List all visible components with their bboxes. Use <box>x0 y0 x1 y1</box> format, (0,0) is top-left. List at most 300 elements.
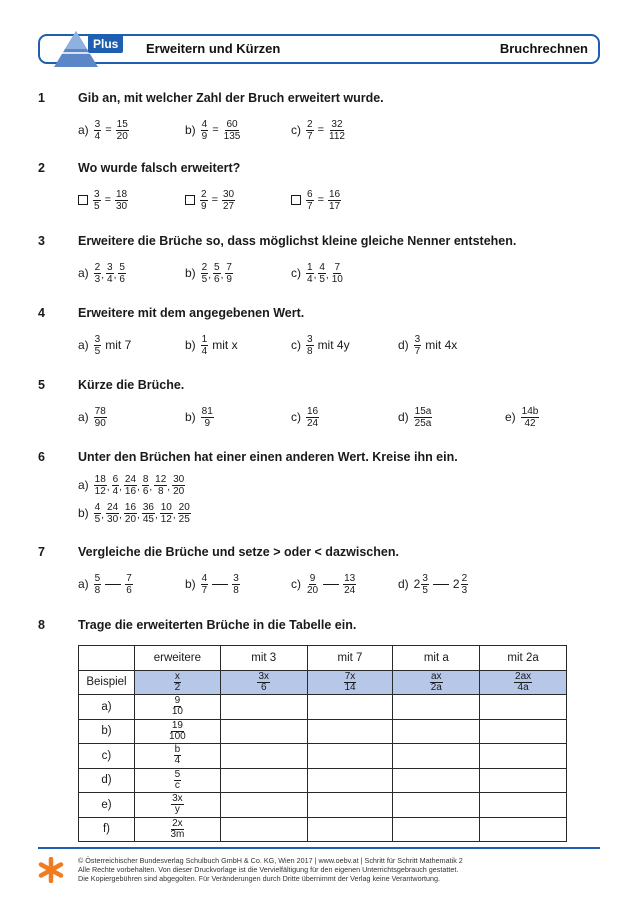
comma: , <box>106 482 110 493</box>
fraction <box>201 261 212 285</box>
task-2-item[interactable] <box>185 186 235 214</box>
denominator: 16 <box>124 485 137 497</box>
numerator: 3x <box>258 670 269 682</box>
equals-sign: = <box>104 194 111 206</box>
denominator: 45 <box>142 513 154 525</box>
task-question: Trage die erweiterten Brüche in die Tabelle ein. <box>78 618 357 632</box>
fraction <box>118 262 126 285</box>
task-question: Erweitere mit dem angegebenen Wert. <box>78 306 305 320</box>
table-body <box>79 695 567 842</box>
task-number: 8 <box>38 618 45 632</box>
task-question: Vergleiche die Brüche und setze > oder < dazwischen. <box>78 545 399 559</box>
item-label: b) <box>78 506 89 520</box>
comma: , <box>325 270 329 281</box>
item-label: b) <box>185 577 196 591</box>
fraction <box>223 119 242 142</box>
task-2-item[interactable] <box>78 186 128 214</box>
fraction <box>201 573 209 596</box>
example-cell <box>393 670 480 695</box>
answer-cell[interactable] <box>480 744 567 769</box>
denominator: 90 <box>94 417 106 429</box>
fraction <box>461 573 469 596</box>
fraction <box>328 119 346 142</box>
task-number: 6 <box>38 450 45 464</box>
item-label: b) <box>185 123 196 137</box>
task-3-item <box>185 259 233 287</box>
footer-line: Alle Rechte vorbehalten. Von dieser Druckvorlage ist die Vervielfältigung für den eigenen Unterrichtsgebrauch gestattet. <box>78 865 459 874</box>
comma: , <box>137 482 140 493</box>
fraction <box>328 189 341 212</box>
fraction <box>343 573 356 596</box>
numerator: 60 <box>226 118 238 130</box>
task-number: 2 <box>38 161 45 175</box>
denominator: 5 <box>94 513 101 525</box>
table-header-cell <box>79 646 135 671</box>
fraction <box>174 770 182 791</box>
fraction <box>93 189 101 212</box>
answer-cell[interactable] <box>307 744 393 769</box>
answer-cell[interactable] <box>220 817 307 842</box>
item-text: mit 7 <box>105 338 132 352</box>
answer-cell[interactable] <box>220 695 307 720</box>
row-fraction-cell <box>134 817 220 842</box>
answer-blank[interactable] <box>212 584 228 585</box>
numerator: 24 <box>124 473 137 485</box>
numerator: 9 <box>309 572 316 584</box>
denominator: 20 <box>124 513 137 525</box>
comma: , <box>101 270 105 281</box>
fraction <box>124 474 137 497</box>
row-fraction-cell <box>134 793 220 818</box>
row-fraction-cell <box>134 744 220 769</box>
fraction <box>306 406 319 429</box>
numerator: 10 <box>160 501 172 513</box>
row-label: d) <box>79 768 135 793</box>
task-6-item[interactable] <box>78 499 191 527</box>
denominator: 17 <box>329 200 341 212</box>
fraction <box>115 189 128 212</box>
denominator: 6 <box>260 681 267 693</box>
fraction <box>124 502 137 525</box>
item-label: c) <box>291 410 301 424</box>
table-header-cell: mit a <box>393 646 480 671</box>
denominator: 24 <box>344 584 356 596</box>
equals-sign: = <box>317 124 324 136</box>
task-question: Gib an, mit welcher Zahl der Bruch erweitert wurde. <box>78 91 384 105</box>
denominator: 24 <box>307 417 319 429</box>
numerator: 12 <box>155 473 167 485</box>
task-number: 5 <box>38 378 45 392</box>
comma: , <box>208 270 212 281</box>
numerator: 5 <box>214 261 220 273</box>
fraction <box>94 261 105 285</box>
answer-cell[interactable] <box>307 719 393 744</box>
denominator: 25a <box>414 417 432 429</box>
fraction <box>232 573 240 596</box>
task-4-item <box>78 331 131 359</box>
item-label: a) <box>78 266 89 280</box>
denominator: 8 <box>157 485 164 497</box>
asterisk-logo-icon <box>38 857 64 883</box>
numerator: 7x <box>344 670 356 682</box>
page-topic: Bruchrechnen <box>499 41 588 56</box>
task-3-item <box>291 259 344 287</box>
task-5-item <box>78 403 107 431</box>
answer-blank[interactable] <box>433 584 449 585</box>
task-7-item[interactable] <box>291 570 356 598</box>
fraction <box>201 119 209 142</box>
table-header-cell: mit 7 <box>307 646 393 671</box>
fraction <box>94 573 102 596</box>
denominator: 7 <box>201 584 208 596</box>
task-7-item[interactable] <box>398 570 468 598</box>
item-label: b) <box>185 266 196 280</box>
denominator: 2 <box>174 681 181 693</box>
fraction <box>331 262 344 285</box>
comma: , <box>113 270 117 281</box>
task-1-item <box>78 116 129 144</box>
numerator: 4 <box>94 501 101 513</box>
comma: , <box>149 482 153 493</box>
denominator: 20 <box>116 130 128 142</box>
numerator: 4 <box>319 261 325 273</box>
comma: , <box>167 482 171 493</box>
numerator: 3 <box>414 333 421 345</box>
denominator: 7 <box>414 345 421 357</box>
task-5-item <box>398 403 432 431</box>
denominator: 4 <box>174 755 181 767</box>
denominator: 4 <box>107 273 113 285</box>
item-label: a) <box>78 338 89 352</box>
row-label: e) <box>79 793 135 818</box>
item-text: mit 4x <box>425 338 458 352</box>
task-4-item <box>398 331 457 359</box>
numerator: 24 <box>107 501 119 513</box>
item-label: c) <box>291 577 301 591</box>
denominator: 4 <box>201 345 208 357</box>
logo-text: Plus <box>88 35 123 53</box>
row-label: a) <box>79 695 135 720</box>
denominator: 7 <box>307 200 313 212</box>
numerator: 3x <box>172 793 183 805</box>
task-5-item <box>185 403 214 431</box>
numerator: 2 <box>461 572 468 584</box>
numerator: 9 <box>174 695 181 707</box>
task-1-item <box>185 116 241 144</box>
item-label: d) <box>398 577 409 591</box>
equals-sign: = <box>212 124 219 136</box>
denominator: 8 <box>307 345 313 357</box>
numerator: 1 <box>307 261 313 273</box>
denominator: 30 <box>116 200 128 212</box>
comma: , <box>119 482 122 493</box>
answer-cell[interactable] <box>393 719 480 744</box>
comma: , <box>172 510 176 521</box>
denominator: 12 <box>94 485 106 497</box>
fraction <box>213 262 221 285</box>
answer-cell[interactable] <box>307 695 393 720</box>
denominator: 42 <box>524 417 536 429</box>
fraction <box>94 501 105 525</box>
footer-line: © Österreichischer Bundesverlag Schulbuch GmbH & Co. KG, Wien 2017 | www.oebv.at | Schritt für Schritt Mathematik 2 <box>78 856 463 865</box>
fraction <box>160 502 173 525</box>
item-text: mit 4y <box>317 338 350 352</box>
numerator: 20 <box>178 501 190 513</box>
numerator: 2 <box>307 118 313 130</box>
fraction <box>94 334 102 357</box>
fraction <box>306 119 314 142</box>
numerator: 7 <box>126 572 132 584</box>
numerator: 5 <box>119 261 125 273</box>
numerator: 3 <box>107 261 113 273</box>
comma: , <box>119 510 122 521</box>
denominator: 7 <box>307 130 313 142</box>
denominator: 9 <box>204 417 211 429</box>
numerator: 6 <box>307 188 313 200</box>
fraction <box>154 474 167 497</box>
denominator: 5 <box>94 345 101 357</box>
denominator: 20 <box>307 584 319 596</box>
row-fraction-cell <box>134 768 220 793</box>
fraction <box>306 262 314 285</box>
denominator: 9 <box>201 130 208 142</box>
item-label: d) <box>398 410 409 424</box>
denominator: 3 <box>94 273 101 285</box>
denominator: 5 <box>422 584 428 596</box>
checkbox[interactable] <box>291 195 301 205</box>
item-label: a) <box>78 577 89 591</box>
answer-cell[interactable] <box>307 793 393 818</box>
page-title: Erweitern und Kürzen <box>146 41 281 56</box>
denominator: 100 <box>169 730 186 742</box>
numerator: 2 <box>201 188 207 200</box>
task-2-item[interactable] <box>291 186 341 214</box>
fraction <box>171 794 184 815</box>
numerator: 1 <box>201 333 208 345</box>
whole-number: 2 <box>452 577 460 591</box>
denominator: 112 <box>329 130 345 142</box>
fraction <box>169 819 185 840</box>
answer-cell[interactable] <box>220 768 307 793</box>
fraction <box>306 189 314 212</box>
task-4-item <box>185 331 238 359</box>
equals-sign: = <box>317 194 324 206</box>
numerator: b <box>174 744 181 756</box>
table-header-row <box>79 646 567 671</box>
answer-cell[interactable] <box>220 793 307 818</box>
denominator: 4 <box>94 130 101 142</box>
numerator: 6 <box>112 473 119 485</box>
answer-cell[interactable] <box>220 719 307 744</box>
whole-number: 2 <box>413 577 421 591</box>
fraction <box>421 573 429 596</box>
numerator: 30 <box>223 188 235 200</box>
numerator: 8 <box>142 473 149 485</box>
denominator: 10 <box>331 273 343 285</box>
numerator: 16 <box>307 405 319 417</box>
fraction <box>142 473 153 497</box>
numerator: 2 <box>94 261 101 273</box>
logo <box>18 29 130 69</box>
numerator: x <box>174 670 180 682</box>
numerator: 3 <box>233 572 239 584</box>
equals-sign: = <box>105 124 112 136</box>
task-question: Wo wurde falsch erweitert? <box>78 161 241 175</box>
denominator: 8 <box>94 584 101 596</box>
task-number: 7 <box>38 545 45 559</box>
answer-cell[interactable] <box>307 768 393 793</box>
answer-cell[interactable] <box>393 768 480 793</box>
numerator: 2 <box>201 261 208 273</box>
comma: , <box>313 270 317 281</box>
table-row <box>79 793 567 818</box>
example-cell <box>134 670 220 695</box>
fraction <box>318 262 326 285</box>
footer-line: Die Kopiergebühren sind abgegolten. Für Veränderungen durch Dritte übernimmt der Verlag keine Verantwortung. <box>78 874 440 883</box>
fraction <box>257 672 270 693</box>
numerator: 15 <box>116 118 128 130</box>
numerator: 5 <box>174 768 181 780</box>
denominator: 27 <box>223 200 235 212</box>
item-label: a) <box>78 123 89 137</box>
denominator: 6 <box>142 485 149 497</box>
fraction <box>94 474 107 497</box>
fraction <box>171 696 184 717</box>
task-7-item[interactable] <box>185 570 240 598</box>
denominator: 3 <box>461 584 468 596</box>
fraction <box>94 119 102 142</box>
denominator: 9 <box>201 200 207 212</box>
fraction <box>414 406 433 429</box>
fraction <box>343 672 356 693</box>
answer-cell[interactable] <box>220 744 307 769</box>
fraction <box>168 721 187 742</box>
denominator: y <box>174 804 180 816</box>
task-6-item[interactable] <box>78 471 185 499</box>
task-question: Erweitere die Brüche so, dass möglichst kleine gleiche Nenner entstehen. <box>78 234 517 248</box>
row-fraction-cell <box>134 695 220 720</box>
numerator: 7 <box>334 261 341 273</box>
checkbox[interactable] <box>185 195 195 205</box>
denominator: 20 <box>173 485 185 497</box>
expansion-table <box>78 645 567 842</box>
answer-cell[interactable] <box>480 695 567 720</box>
numerator: 2ax <box>515 670 532 682</box>
task-5-item <box>291 403 319 431</box>
answer-cell[interactable] <box>480 817 567 842</box>
comma: , <box>154 510 158 521</box>
task-question: Kürze die Brüche. <box>78 378 185 392</box>
answer-cell[interactable] <box>480 793 567 818</box>
numerator: 15a <box>414 405 432 417</box>
answer-cell[interactable] <box>393 744 480 769</box>
item-label: e) <box>505 410 516 424</box>
numerator: 18 <box>116 188 128 200</box>
table-row <box>79 695 567 720</box>
item-label: c) <box>291 266 301 280</box>
fraction <box>116 119 129 142</box>
fraction <box>106 262 114 285</box>
item-label: d) <box>398 338 409 352</box>
answer-cell[interactable] <box>480 768 567 793</box>
denominator: 25 <box>178 513 190 525</box>
answer-blank[interactable] <box>323 584 339 585</box>
fraction <box>201 406 214 429</box>
fraction <box>94 406 107 429</box>
item-label: b) <box>185 410 196 424</box>
answer-cell[interactable] <box>307 817 393 842</box>
numerator: 3 <box>94 333 101 345</box>
table-header-cell: mit 3 <box>220 646 307 671</box>
numerator: 36 <box>142 501 154 513</box>
task-5-item <box>505 403 539 431</box>
fraction <box>430 672 443 693</box>
task-1-item <box>291 116 346 144</box>
denominator: 5 <box>94 200 100 212</box>
table-example-row <box>79 670 567 695</box>
denominator: 14 <box>344 681 356 693</box>
numerator: 4 <box>201 572 208 584</box>
fraction <box>306 334 314 357</box>
answer-blank[interactable] <box>105 584 121 585</box>
row-label: c) <box>79 744 135 769</box>
fraction <box>414 334 422 357</box>
table-row <box>79 768 567 793</box>
numerator: 16 <box>124 501 137 513</box>
task-3-item <box>78 259 126 287</box>
numerator: 14b <box>521 405 539 417</box>
fraction <box>306 573 319 596</box>
checkbox[interactable] <box>78 195 88 205</box>
comma: , <box>220 270 224 281</box>
numerator: 81 <box>201 405 213 417</box>
fraction <box>125 573 133 596</box>
answer-cell[interactable] <box>393 695 480 720</box>
numerator: 4 <box>201 118 208 130</box>
item-text: mit x <box>212 338 238 352</box>
example-cell <box>480 670 567 695</box>
fraction <box>200 189 208 212</box>
denominator: 12 <box>160 513 172 525</box>
denominator: 6 <box>214 273 220 285</box>
answer-cell[interactable] <box>393 817 480 842</box>
denominator: 10 <box>171 706 183 718</box>
numerator: 16 <box>329 188 341 200</box>
denominator: 6 <box>126 584 132 596</box>
fraction <box>142 502 155 525</box>
task-number: 3 <box>38 234 45 248</box>
example-label: Beispiel <box>79 670 135 695</box>
answer-cell[interactable] <box>480 719 567 744</box>
table-header-cell: mit 2a <box>480 646 567 671</box>
task-7-item[interactable] <box>78 570 133 598</box>
row-fraction-cell <box>134 719 220 744</box>
comma: , <box>101 510 105 521</box>
item-label: b) <box>185 338 196 352</box>
example-cell <box>220 670 307 695</box>
numerator: 3 <box>94 188 100 200</box>
denominator: 4 <box>307 273 313 285</box>
numerator: 7 <box>226 261 232 273</box>
numerator: 3 <box>422 572 428 584</box>
answer-cell[interactable] <box>393 793 480 818</box>
denominator: c <box>174 779 180 791</box>
item-label: c) <box>291 123 301 137</box>
denominator: 4 <box>112 485 119 497</box>
denominator: 5 <box>201 273 208 285</box>
numerator: 30 <box>173 473 185 485</box>
numerator: 5 <box>94 572 101 584</box>
